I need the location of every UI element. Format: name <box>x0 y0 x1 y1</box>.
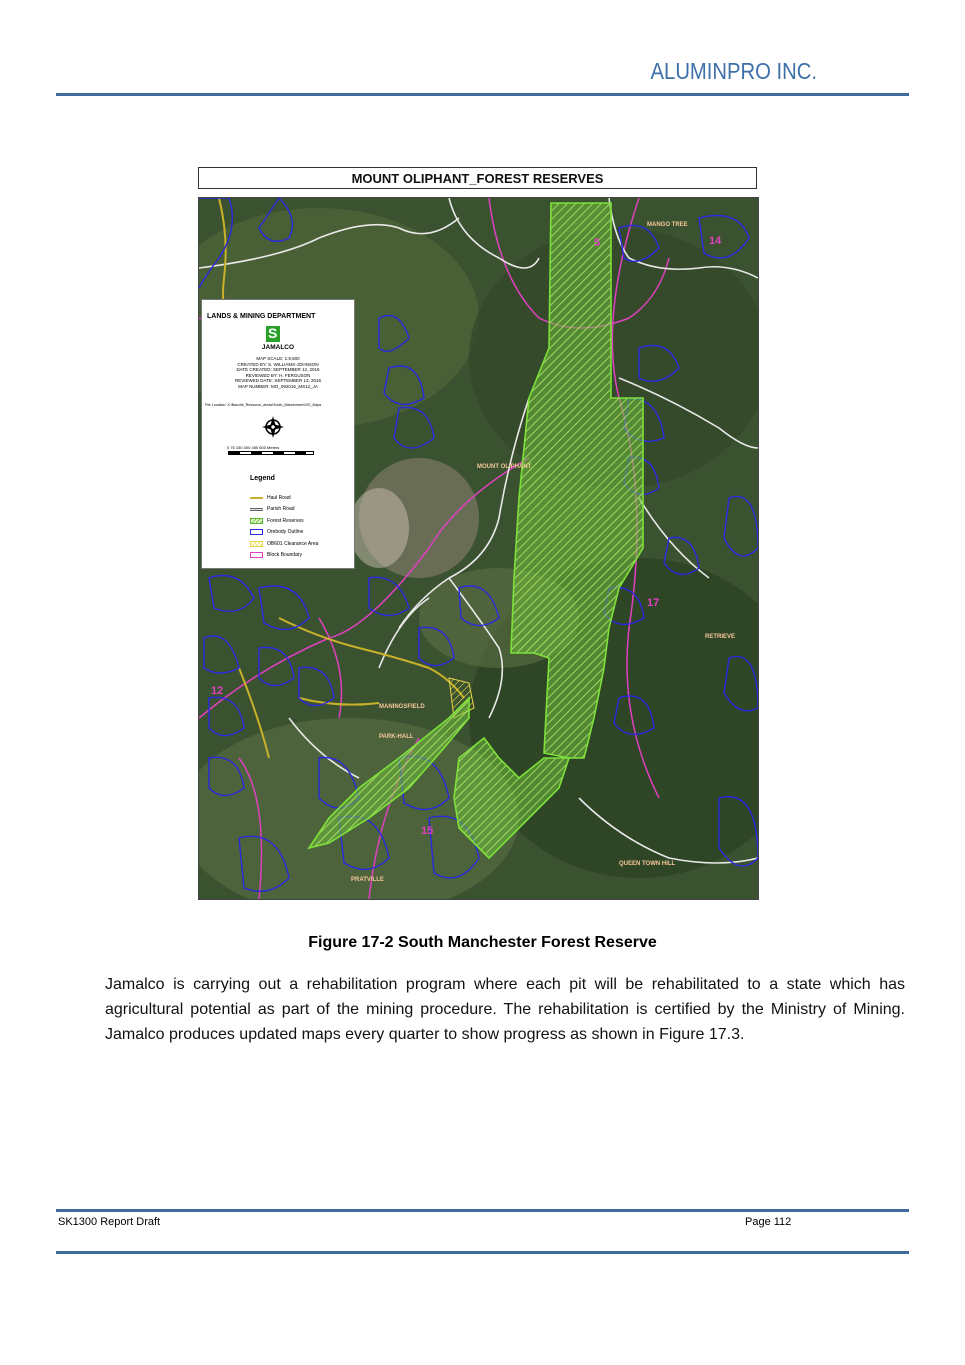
forest-reserve-swatch-icon <box>250 518 263 524</box>
haul-road-swatch-icon <box>250 497 263 499</box>
block-number: 14 <box>709 235 722 247</box>
legend-item <box>250 538 318 550</box>
legend-label: Haul Road <box>267 494 291 501</box>
orebody-swatch-icon <box>250 529 263 535</box>
scale-labels: 0 75 150 300 450 600 Meters <box>227 445 280 450</box>
legend-item <box>250 492 318 504</box>
block-boundary-swatch-icon <box>250 552 263 558</box>
meta-line: REVIEWED BY: H. FERGUSON <box>245 372 311 378</box>
legend-title: Legend <box>250 475 275 482</box>
block-number: 12 <box>211 685 224 697</box>
block-number: 15 <box>421 825 434 837</box>
north-arrow-icon <box>262 416 284 438</box>
meta-line: MAP SCALE: 1:9,500 <box>256 356 300 361</box>
meta-line: REVIEWED DATE: SEPTEMBER 13, 2016 <box>235 378 321 383</box>
block-number: 17 <box>647 597 660 609</box>
meta-line: DATE CREATED: SEPTEMBER 12, 2016 <box>236 367 320 372</box>
legend-label: OB601 Clearance Area <box>267 540 319 547</box>
company-name: ALUMINPRO INC. <box>650 58 817 84</box>
legend-label: Parish Road <box>267 506 295 513</box>
meta-line: MAP NUMBER: MO_092016_MS12_JA <box>238 383 318 389</box>
footer-page-number: Page 112 <box>745 1216 792 1228</box>
brand-name: JAMALCO <box>261 344 295 351</box>
body-paragraph: Jamalco is carrying out a rehabilitation program where each pit will be rehabilitated to a state which has agricultural potential as part of the mining procedure. The rehabilitation is certified by the Ministry of Mining. Jamalco produces updated maps every quarter to show progress as shown in Figure 17.3. <box>105 976 905 1043</box>
legend-label: Orebody Outline <box>267 529 304 536</box>
map-title: MOUNT OLIPHANT_FOREST RESERVES <box>198 167 757 189</box>
label-pratville: PRATVILLE <box>351 877 384 883</box>
department-name: LANDS & MINING DEPARTMENT <box>207 313 316 320</box>
footer-report-title: SK1300 Report Draft <box>58 1216 161 1228</box>
parish-road-swatch-icon <box>250 508 263 511</box>
footer-rule-bottom <box>56 1251 909 1254</box>
label-retrieve: RETRIEVE <box>705 634 736 640</box>
meta-line: CREATED BY: S. WILLIAMS-JOHNSON <box>237 361 319 367</box>
legend-item <box>250 504 318 516</box>
label-mount-oliphant: MOUNT OLIPHANT <box>477 464 532 470</box>
file-location: File Location: X:\Bauxite_Resource_areas\South_Manchester\GIS_Maps <box>205 403 322 407</box>
map-legend-panel <box>201 299 355 569</box>
legend-list <box>250 492 318 561</box>
figure-caption: Figure 17-2 South Manchester Forest Reserve <box>308 934 657 951</box>
label-park-hall: PARK-HALL <box>379 734 414 740</box>
legend-item <box>250 515 318 527</box>
map-metadata <box>202 356 354 389</box>
header-rule <box>56 93 909 96</box>
clearance-area-swatch-icon <box>250 541 263 547</box>
footer-rule-top <box>56 1209 909 1212</box>
legend-label: Forest Reserves <box>267 517 304 524</box>
legend-item <box>250 527 318 539</box>
label-queen-town-hill: QUEEN TOWN HILL <box>619 861 676 867</box>
scale-bar <box>228 451 314 455</box>
block-number: 5 <box>594 237 601 249</box>
label-mango-tree: MANGO TREE <box>647 222 688 228</box>
label-maningsfield: MANINGSFIELD <box>379 704 425 710</box>
jamalco-logo-icon <box>266 326 280 342</box>
legend-item <box>250 550 318 562</box>
legend-label: Block Boundary <box>267 552 303 559</box>
